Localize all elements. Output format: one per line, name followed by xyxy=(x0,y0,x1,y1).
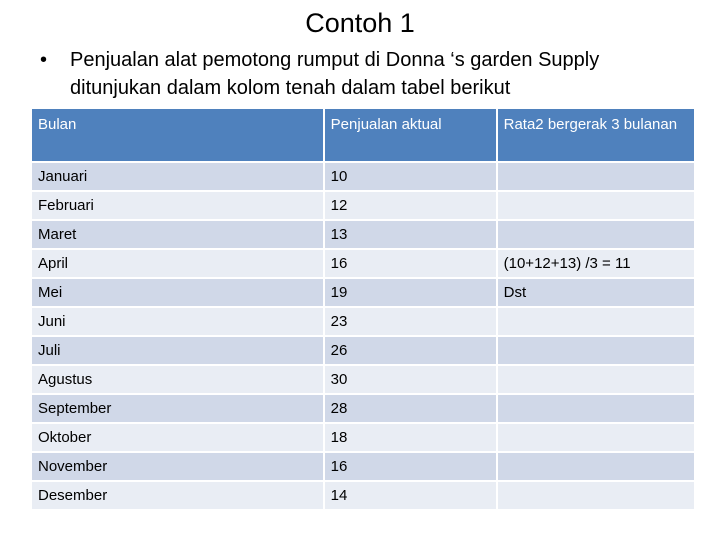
cell-rata2 xyxy=(498,482,694,509)
cell-rata2 xyxy=(498,453,694,480)
table-row xyxy=(32,395,694,422)
table-row xyxy=(32,482,694,509)
cell-bulan: Juli xyxy=(32,337,323,364)
cell-penjualan: 18 xyxy=(325,424,496,451)
table-row xyxy=(32,279,694,306)
sales-table xyxy=(30,107,696,511)
cell-bulan: Juni xyxy=(32,308,323,335)
cell-rata2 xyxy=(498,424,694,451)
cell-bulan: Mei xyxy=(32,279,323,306)
cell-bulan: Januari xyxy=(32,163,323,190)
cell-bulan: November xyxy=(32,453,323,480)
cell-bulan: April xyxy=(32,250,323,277)
table-row xyxy=(32,337,694,364)
cell-bulan: Februari xyxy=(32,192,323,219)
table-row xyxy=(32,366,694,393)
cell-penjualan: 16 xyxy=(325,453,496,480)
cell-rata2 xyxy=(498,337,694,364)
cell-penjualan: 28 xyxy=(325,395,496,422)
cell-rata2 xyxy=(498,192,694,219)
table-row xyxy=(32,250,694,277)
cell-bulan: Maret xyxy=(32,221,323,248)
table-header-row xyxy=(32,109,694,161)
bullet-text: Penjualan alat pemotong rumput di Donna ‘s garden Supply ditunjukan dalam kolom tenah dalam tabel berikut xyxy=(70,49,600,99)
cell-penjualan: 26 xyxy=(325,337,496,364)
cell-rata2 xyxy=(498,163,694,190)
header-rata2-bergerak: Rata2 bergerak 3 bulanan xyxy=(498,109,694,161)
cell-penjualan: 30 xyxy=(325,366,496,393)
cell-bulan: Agustus xyxy=(32,366,323,393)
cell-rata2: (10+12+13) /3 = 11 xyxy=(498,250,694,277)
table-row xyxy=(32,453,694,480)
cell-rata2 xyxy=(498,366,694,393)
header-penjualan-aktual: Penjualan aktual xyxy=(325,109,496,161)
cell-bulan: Desember xyxy=(32,482,323,509)
slide-title: Contoh 1 xyxy=(305,8,415,38)
cell-bulan: September xyxy=(32,395,323,422)
table-row xyxy=(32,308,694,335)
cell-rata2: Dst xyxy=(498,279,694,306)
table-row xyxy=(32,163,694,190)
cell-rata2 xyxy=(498,308,694,335)
cell-penjualan: 23 xyxy=(325,308,496,335)
bullet-dot-icon: • xyxy=(40,49,48,71)
cell-penjualan: 13 xyxy=(325,221,496,248)
cell-penjualan: 10 xyxy=(325,163,496,190)
table-row xyxy=(32,424,694,451)
cell-penjualan: 12 xyxy=(325,192,496,219)
cell-penjualan: 14 xyxy=(325,482,496,509)
cell-penjualan: 16 xyxy=(325,250,496,277)
cell-rata2 xyxy=(498,395,694,422)
table-row xyxy=(32,221,694,248)
bullet-point xyxy=(40,46,680,102)
cell-bulan: Oktober xyxy=(32,424,323,451)
cell-rata2 xyxy=(498,221,694,248)
cell-penjualan: 19 xyxy=(325,279,496,306)
table-row xyxy=(32,192,694,219)
header-bulan: Bulan xyxy=(32,109,323,161)
